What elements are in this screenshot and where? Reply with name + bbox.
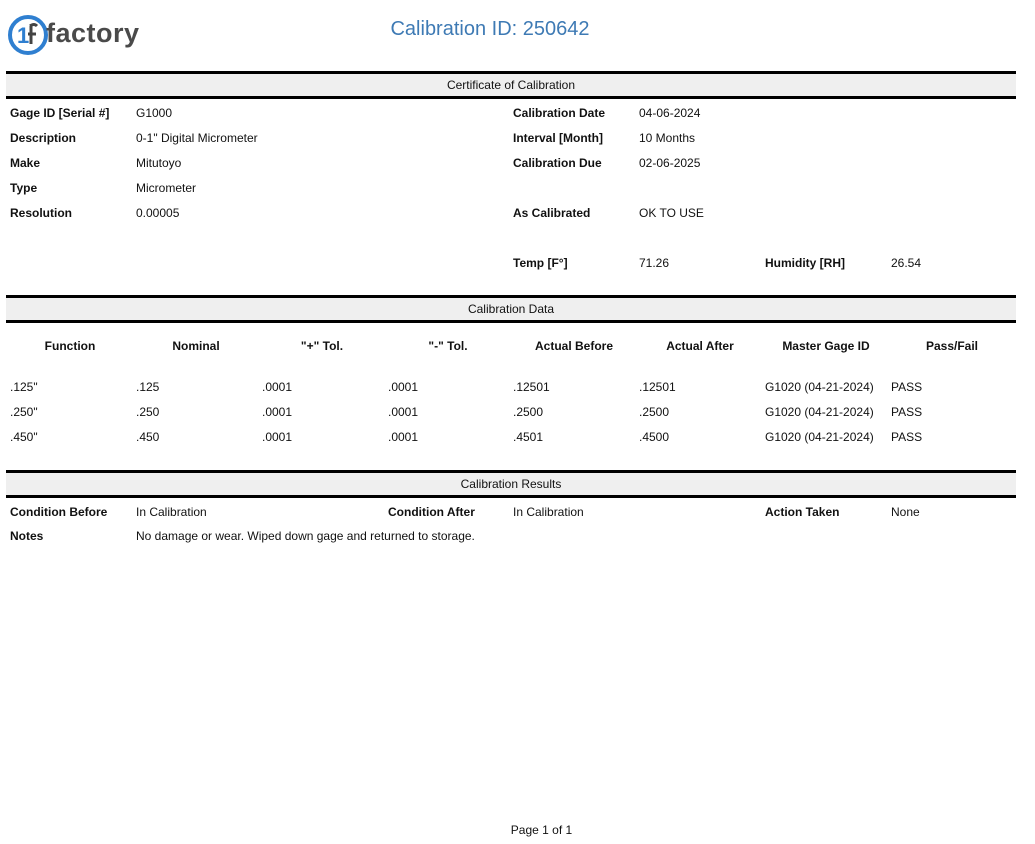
gage-id-label: Gage ID [Serial #] [10,106,110,120]
calibration-due-label: Calibration Due [513,156,602,170]
make-label: Make [10,156,41,170]
resolution-value: 0.00005 [136,206,180,220]
page-title: Calibration ID: 250642 [390,18,590,40]
cell-actual-before: .12501 [513,380,550,394]
cell-plus-tol: .0001 [262,380,293,394]
temp-label: Temp [F°] [513,256,568,270]
logo-wordmark: factory [46,18,140,48]
cell-minus-tol: .0001 [388,405,419,419]
notes-label: Notes [10,529,44,543]
col-header-pass-fail: Pass/Fail [925,339,979,353]
condition-after-value: In Calibration [513,505,584,519]
description-value: 0-1" Digital Micrometer [136,131,258,145]
humidity-label: Humidity [RH] [765,256,845,270]
calibration-data-section-label: Calibration Data [467,302,555,316]
notes-value: No damage or wear. Wiped down gage and returned to storage. [136,529,475,543]
cell-nominal: .250 [136,405,160,419]
cell-minus-tol: .0001 [388,430,419,444]
condition-after-label: Condition After [388,505,475,519]
calibration-results-section-label: Calibration Results [460,477,562,491]
calibration-results-section-header [6,470,1016,498]
cell-master-gage-id: G1020 (04-21-2024) [765,380,874,394]
gage-id-value: G1000 [136,106,173,120]
cell-function: .125" [10,380,38,394]
col-header-master-gage-id: Master Gage ID [782,339,870,353]
description-label: Description [10,131,77,145]
cell-master-gage-id: G1020 (04-21-2024) [765,430,874,444]
type-label: Type [10,181,38,195]
certificate-section-header [6,71,1016,99]
action-taken-value: None [891,505,920,519]
cell-plus-tol: .0001 [262,405,293,419]
page-number: Page 1 of 1 [510,823,573,837]
humidity-value: 26.54 [891,256,922,270]
col-header-actual-before: Actual Before [534,339,614,353]
as-calibrated-label: As Calibrated [513,206,591,220]
calibration-data-section-header [6,295,1016,323]
cell-pass-fail: PASS [891,380,923,394]
calibration-due-value: 02-06-2025 [639,156,701,170]
cell-function: .250" [10,405,38,419]
cell-pass-fail: PASS [891,405,923,419]
cell-actual-after: .12501 [639,380,676,394]
cell-function: .450" [10,430,38,444]
cell-pass-fail: PASS [891,430,923,444]
col-header-nominal: Nominal [172,339,220,353]
cell-master-gage-id: G1020 (04-21-2024) [765,405,874,419]
cell-minus-tol: .0001 [388,380,419,394]
make-value: Mitutoyo [136,156,182,170]
as-calibrated-value: OK TO USE [639,206,704,220]
cell-nominal: .125 [136,380,160,394]
col-header-actual-after: Actual After [666,339,734,353]
calibration-date-label: Calibration Date [513,106,606,120]
cell-actual-before: .2500 [513,405,544,419]
type-value: Micrometer [136,181,197,195]
cell-actual-after: .4500 [639,430,670,444]
cell-actual-after: .2500 [639,405,670,419]
interval-label: Interval [Month] [513,131,603,145]
condition-before-label: Condition Before [10,505,108,519]
interval-value: 10 Months [639,131,696,145]
col-header-plus-tol: "+" Tol. [300,339,344,353]
cell-actual-before: .4501 [513,430,544,444]
certificate-section-label: Certificate of Calibration [446,78,576,92]
cell-nominal: .450 [136,430,160,444]
resolution-label: Resolution [10,206,72,220]
cell-plus-tol: .0001 [262,430,293,444]
col-header-function: Function [44,339,96,353]
svg-text:1: 1 [17,23,30,48]
calibration-date-value: 04-06-2024 [639,106,701,120]
action-taken-label: Action Taken [765,505,840,519]
condition-before-value: In Calibration [136,505,207,519]
temp-value: 71.26 [639,256,670,270]
col-header-minus-tol: "-" Tol. [428,339,468,353]
